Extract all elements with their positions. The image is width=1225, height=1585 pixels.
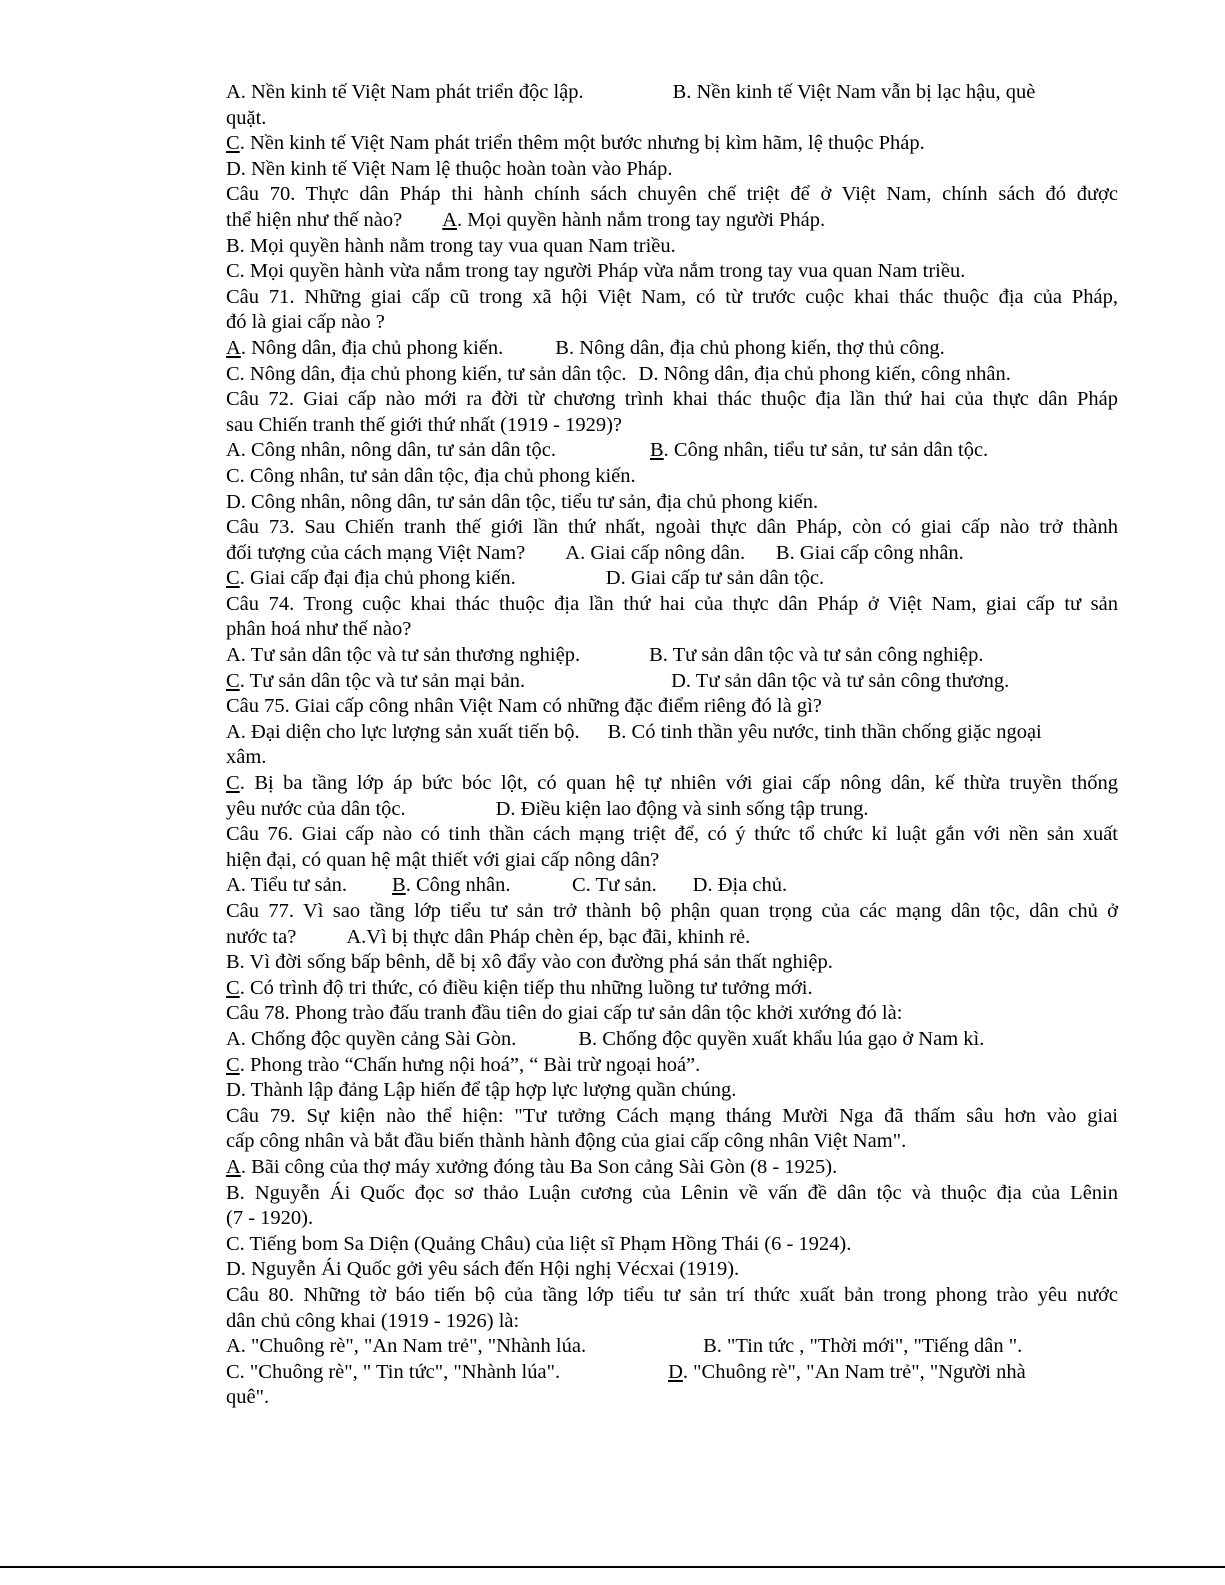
text-line <box>226 694 1118 720</box>
text-line <box>226 848 1118 874</box>
line-text: Câu 73. Sau Chiến tranh thế giới lần thứ nhất, ngoài thực dân Pháp, còn có giai cấp nào trở thành <box>226 516 1118 539</box>
text-line <box>226 438 1118 464</box>
line-text: quê". <box>226 1386 270 1409</box>
text-line <box>226 592 1118 618</box>
text-line <box>226 1385 1118 1411</box>
answer-letter: C <box>226 567 240 590</box>
line-text: Câu 77. Vì sao tầng lớp tiểu tư sản trở thành bộ phận quan trọng của các mạng dân tộc, dân chủ ở <box>226 900 1118 922</box>
line-text: . Phong trào “Chấn hưng nội hoá”, “ Bài trừ ngoại hoá”. <box>239 1053 701 1076</box>
text-line <box>226 208 1118 234</box>
line-text: . Công nhân, tiểu tư sản, tư sản dân tộc. <box>663 439 989 462</box>
line-text: Câu 74. Trong cuộc khai thác thuộc địa lần thứ hai của thực dân Pháp ở Việt Nam, giai cấp tư sản <box>226 592 1118 615</box>
line-text: cấp công nhân và bắt đầu biến thành hành động của giai cấp công nhân Việt Nam". <box>226 1130 907 1153</box>
text-line <box>226 1001 1118 1027</box>
text-line <box>226 131 1118 157</box>
line-text: C. Mọi quyền hành vừa nắm trong tay người Pháp vừa nắm trong tay vua quan Nam triều. <box>226 260 966 283</box>
text-line <box>226 285 1118 311</box>
answer-letter: B <box>392 874 406 897</box>
line-text: D. Công nhân, nông dân, tư sản dân tộc, tiểu tư sản, địa chủ phong kiến. <box>226 490 819 513</box>
text-line <box>226 515 1118 541</box>
text-line <box>226 745 1118 771</box>
text-line <box>226 1206 1118 1232</box>
text-line <box>226 1078 1118 1104</box>
text-line <box>226 490 1118 516</box>
text-line <box>226 1309 1118 1335</box>
line-text: D. Giai cấp tư sản dân tộc. <box>605 567 825 590</box>
line-text: Câu 80. Những tờ báo tiến bộ của tầng lớp tiểu tư sản trí thức xuất bản trong phong trào yêu nước <box>226 1283 1118 1306</box>
text-line <box>226 413 1118 439</box>
text-line <box>226 259 1118 285</box>
text-line <box>226 157 1118 183</box>
text-line <box>226 1283 1118 1309</box>
line-text: B. Có tinh thần yêu nước, tinh thần chống giặc ngoại <box>607 720 1042 743</box>
line-text: . "Chuông rè", "An Nam trẻ", "Người nhà <box>682 1360 1026 1383</box>
text-line <box>226 80 1118 106</box>
line-text: . Công nhân. C. Tư sản. D. Địa chủ. <box>405 874 788 897</box>
answer-letter: A <box>226 1155 241 1178</box>
line-text: phân hoá như thế nào? <box>226 618 412 641</box>
line-text: A. Chống độc quyền cảng Sài Gòn. <box>226 1027 517 1050</box>
text-line <box>226 771 1118 797</box>
line-text: A. Công nhân, nông dân, tư sản dân tộc. <box>226 439 556 462</box>
line-text: Câu 78. Phong trào đấu tranh đầu tiên do giai cấp tư sản dân tộc khởi xướng đó là: <box>226 1002 903 1025</box>
line-text: . Tư sản dân tộc và tư sản mại bản. <box>239 669 526 692</box>
answer-letter: C <box>226 772 240 795</box>
text-line <box>226 541 1118 567</box>
text-line <box>226 234 1118 260</box>
answer-letter: A <box>442 208 458 231</box>
line-text: . Bị ba tầng lớp áp bức bóc lột, có quan hệ tự nhiên với giai cấp nông dân, kế thừa truyền thống <box>239 772 1118 795</box>
line-text: D. Tư sản dân tộc và tư sản công thương. <box>671 669 1010 692</box>
text-line <box>226 362 1118 388</box>
text-line <box>226 387 1118 413</box>
line-text: . Nông dân, địa chủ phong kiến. <box>240 336 504 359</box>
line-text: đó là giai cấp nào ? <box>226 311 385 334</box>
line-text: C. Nông dân, địa chủ phong kiến, tư sản dân tộc. <box>226 362 627 385</box>
line-text: D. Nguyễn Ái Quốc gởi yêu sách đến Hội nghị Vécxai (1919). <box>226 1258 740 1281</box>
line-text: B. Nguyễn Ái Quốc đọc sơ thảo Luận cương của Lênin về vấn đề dân tộc và thuộc địa của Lênin <box>226 1181 1118 1204</box>
text-line <box>226 899 1118 925</box>
text-line <box>226 669 1118 695</box>
answer-letter: C <box>226 132 240 155</box>
line-text: B. Nông dân, địa chủ phong kiến, thợ thủ công. <box>555 336 945 359</box>
line-text: A. Tư sản dân tộc và tư sản thương nghiệp. <box>226 644 581 667</box>
text-line <box>226 822 1118 848</box>
line-text: D. Điều kiện lao động và sinh sống tập trung. <box>495 797 869 820</box>
line-text: (7 - 1920). <box>226 1207 314 1230</box>
line-text: . Có trình độ tri thức, có điều kiện tiếp thu những luồng tư tưởng mới. <box>239 976 813 999</box>
line-text: Câu 79. Sự kiện nào thể hiện: "Tư tưởng Cách mạng tháng Mười Nga đã thấm sâu hơn vào giai <box>226 1104 1118 1127</box>
line-text: Câu 71. Những giai cấp cũ trong xã hội Việt Nam, có từ trước cuộc khai thác thuộc địa của Pháp, <box>226 285 1118 308</box>
line-text: B. Tư sản dân tộc và tư sản công nghiệp. <box>649 644 984 667</box>
line-text: . Bãi công của thợ máy xưởng đóng tàu Ba Son cảng Sài Gòn (8 - 1925). <box>240 1155 838 1178</box>
line-text: C. Tiếng bom Sa Diện (Quảng Châu) của liệt sĩ Phạm Hồng Thái (6 - 1924). <box>226 1232 852 1255</box>
line-text: yêu nước của dân tộc. <box>226 797 406 820</box>
line-text: B. Vì đời sống bấp bênh, dễ bị xô đẩy vào con đường phá sản thất nghiệp. <box>226 951 833 974</box>
text-line <box>226 1053 1118 1079</box>
text-line <box>226 336 1118 362</box>
line-text: C. "Chuông rè", " Tin tức", "Nhành lúa". <box>226 1360 561 1383</box>
text-line <box>226 1334 1118 1360</box>
exam-page <box>226 80 1118 1411</box>
line-text: D. Thành lập đảng Lập hiến để tập hợp lực lượng quần chúng. <box>226 1079 737 1102</box>
line-text: . Giai cấp đại địa chủ phong kiến. <box>239 567 516 590</box>
answer-letter: C <box>226 1053 240 1076</box>
text-line <box>226 925 1118 951</box>
line-text: dân chủ công khai (1919 - 1926) là: <box>226 1309 520 1332</box>
answer-letter: B <box>649 439 664 462</box>
text-line <box>226 464 1118 490</box>
line-text: B. Mọi quyền hành nằm trong tay vua quan Nam triều. <box>226 234 676 257</box>
line-text: nước ta? <box>226 925 297 948</box>
line-text: . Nền kinh tế Việt Nam phát triển thêm một bước nhưng bị kìm hãm, lệ thuộc Pháp. <box>239 132 925 155</box>
line-text: B. Chống độc quyền xuất khẩu lúa gạo ở Nam kì. <box>578 1027 985 1050</box>
text-line <box>226 1257 1118 1283</box>
line-text: C. Công nhân, tư sản dân tộc, địa chủ phong kiến. <box>226 464 636 487</box>
text-line <box>226 1129 1118 1155</box>
text-line <box>226 1104 1118 1130</box>
text-line <box>226 1360 1118 1386</box>
text-line <box>226 1232 1118 1258</box>
line-text: đối tượng của cách mạng Việt Nam? <box>226 541 526 564</box>
text-line <box>226 310 1118 336</box>
text-line <box>226 797 1118 823</box>
line-text: A. "Chuông rè", "An Nam trẻ", "Nhành lúa. <box>226 1335 587 1358</box>
line-text: thể hiện như thế nào? <box>226 208 403 231</box>
line-text: D. Nền kinh tế Việt Nam lệ thuộc hoàn toàn vào Pháp. <box>226 157 673 180</box>
line-text: Câu 72. Giai cấp nào mới ra đời từ chương trình khai thác thuộc địa lần thứ hai của thực dân Pháp <box>226 388 1118 411</box>
line-text: A. Giai cấp nông dân. B. Giai cấp công nhân. <box>565 541 964 564</box>
line-text: A. Tiểu tư sản. <box>226 874 348 897</box>
text-line <box>226 1027 1118 1053</box>
text-line <box>226 950 1118 976</box>
line-text: A. Đại diện cho lực lượng sản xuất tiến bộ. <box>226 720 580 743</box>
line-text: D. Nông dân, địa chủ phong kiến, công nhân. <box>638 362 1011 385</box>
line-text: A.Vì bị thực dân Pháp chèn ép, bạc đãi, khinh rẻ. <box>346 925 751 948</box>
line-text: A. Nền kinh tế Việt Nam phát triển độc lập. <box>226 81 584 103</box>
page-bottom-rule <box>0 1566 1225 1568</box>
text-line <box>226 182 1118 208</box>
line-text: B. Nền kinh tế Việt Nam vẫn bị lạc hậu, què <box>672 81 1036 103</box>
text-line <box>226 617 1118 643</box>
line-text: B. "Tin tức , "Thời mới", "Tiếng dân ". <box>703 1335 1023 1358</box>
text-line <box>226 873 1118 899</box>
text-line <box>226 1155 1118 1181</box>
answer-letter: C <box>226 976 240 999</box>
text-line <box>226 106 1118 132</box>
line-text: quặt. <box>226 106 267 129</box>
text-line <box>226 643 1118 669</box>
answer-letter: C <box>226 669 240 692</box>
line-text: Câu 75. Giai cấp công nhân Việt Nam có những đặc điểm riêng đó là gì? <box>226 695 822 718</box>
line-text: . Mọi quyền hành nắm trong tay người Pháp. <box>457 208 826 231</box>
text-line <box>226 720 1118 746</box>
line-text: Câu 76. Giai cấp nào có tinh thần cách mạng triệt để, có ý thức tổ chức kỉ luật gắn với nền sản xuất <box>226 823 1118 846</box>
line-text: hiện đại, có quan hệ mật thiết với giai cấp nông dân? <box>226 848 660 871</box>
line-text: xâm. <box>226 746 267 769</box>
text-line <box>226 976 1118 1002</box>
text-line <box>226 1181 1118 1207</box>
line-text: sau Chiến tranh thế giới thứ nhất (1919 - 1929)? <box>226 413 622 436</box>
answer-letter: D <box>668 1360 683 1383</box>
line-text: Câu 70. Thực dân Pháp thi hành chính sách chuyên chế triệt để ở Việt Nam, chính sách đó được <box>226 183 1118 206</box>
answer-letter: A <box>226 336 241 359</box>
text-line <box>226 566 1118 592</box>
